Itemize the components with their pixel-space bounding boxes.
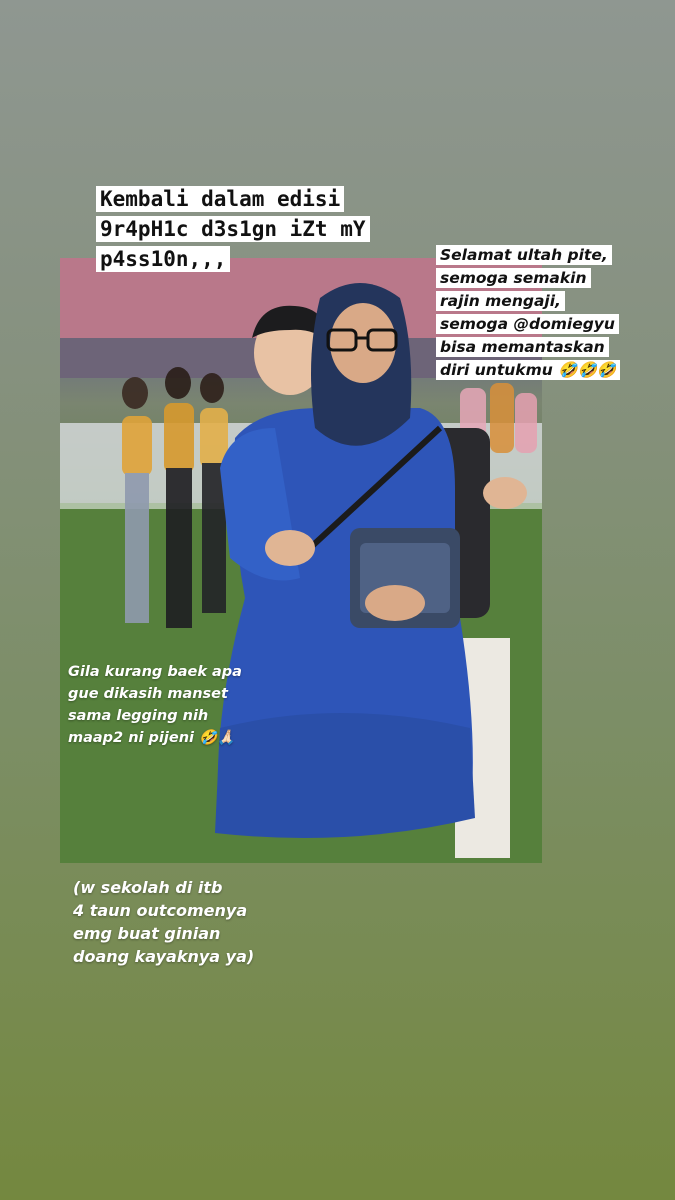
- caption-bottom-line-4: doang kayaknya ya): [73, 947, 255, 966]
- caption-right-line-3: rajin mengaji,: [436, 291, 565, 311]
- caption-right-line-2: semoga semakin: [436, 268, 591, 288]
- caption-bottom-line-1: (w sekolah di itb: [73, 878, 223, 897]
- story-title-line-1: Kembali dalam edisi: [96, 186, 344, 212]
- caption-bottom-line-3: emg buat ginian: [73, 924, 221, 943]
- caption-photo-line-2: gue dikasih manset: [68, 686, 228, 702]
- caption-right-line-5: bisa memantaskan: [436, 337, 609, 357]
- caption-photo-line-1: Gila kurang baek apa: [68, 664, 242, 680]
- caption-photo-line-4: maap2 ni pijeni 🤣🙏🏻: [68, 730, 236, 746]
- caption-right-line-6: diri untukmu 🤣🤣🤣: [436, 360, 620, 380]
- caption-right-line-1: Selamat ultah pite,: [436, 245, 612, 265]
- story-title-line-2: 9r4pH1c d3s1gn iZt mY: [96, 216, 370, 242]
- caption-photo-line-3: sama legging nih: [68, 708, 209, 724]
- caption-bottom-line-2: 4 taun outcomenya: [73, 901, 248, 920]
- story-title-line-3: p4ss10n,,,: [96, 246, 230, 272]
- caption-right-line-4: semoga @domiegyu: [436, 314, 619, 334]
